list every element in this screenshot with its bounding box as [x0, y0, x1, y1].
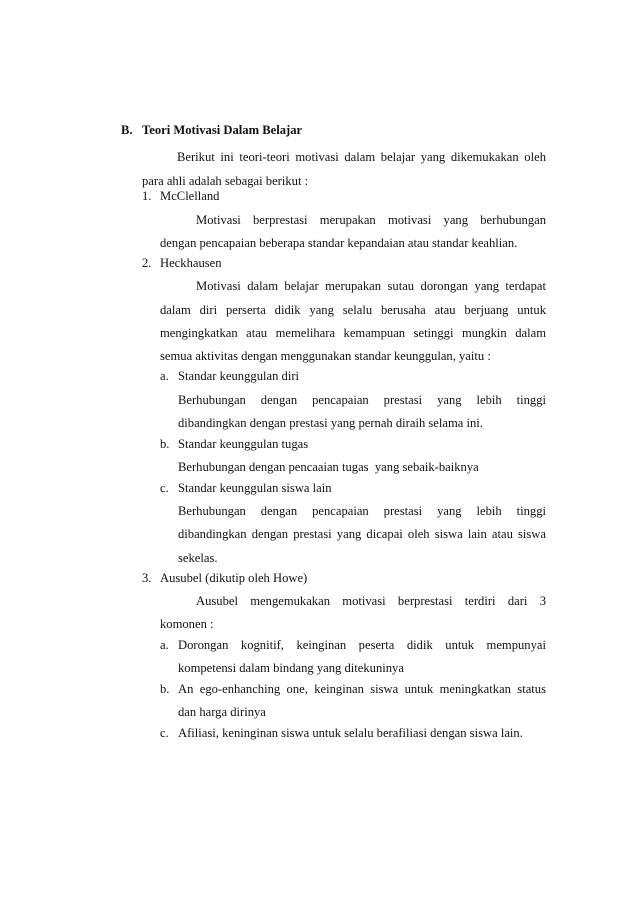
section-letter: B.	[121, 123, 133, 137]
item-text-line: komonen :	[160, 617, 214, 631]
item-title: Heckhausen	[160, 256, 222, 270]
subitem-text-line: dibandingkan dengan prestasi yang dicapai oleh siswa lain atau siswa	[178, 527, 546, 541]
subitem-text-line: kompetensi dalam bindang yang ditekuninya	[178, 661, 404, 675]
item-text-line: Motivasi dalam belajar merupakan sutau dorongan yang terdapat	[196, 279, 546, 293]
item-title: McClelland	[160, 189, 220, 203]
section-title: Teori Motivasi Dalam Belajar	[142, 123, 303, 137]
subitem-title: Standar keunggulan siswa lain	[178, 481, 332, 495]
item-text-line: dalam diri perserta didik yang selalu berusaha atau berjuang untuk	[160, 303, 546, 317]
item-text-line: semua aktivitas dengan menggunakan standar keunggulan, yaitu :	[160, 349, 491, 363]
item-text-line: Motivasi berprestasi merupakan motivasi yang berhubungan	[196, 213, 546, 227]
subitem-text-line: Berhubungan dengan pencapaian prestasi yang lebih tinggi	[178, 393, 546, 407]
item-text-line: mengingkatkan atau memelihara kemampuan setinggi mungkin dalam	[160, 326, 546, 340]
subitem-text-line: dan harga dirinya	[178, 705, 266, 719]
subitem-text-line: Dorongan kognitif, keinginan peserta didik untuk mempunyai	[178, 638, 546, 652]
subitem-title: Standar keunggulan diri	[178, 369, 300, 383]
subitem-text-line: Afiliasi, keninginan siswa untuk selalu berafiliasi dengan siswa lain.	[178, 726, 523, 740]
item-text-line: dengan pencapaian beberapa standar kepandaian atau standar keahlian.	[160, 236, 518, 250]
subitem-text-line: Berhubungan dengan pencaaian tugas yang sebaik-baiknya	[178, 460, 479, 474]
subitem-letter: a.	[160, 638, 169, 652]
subitem-text-line: An ego-enhanching one, keinginan siswa untuk meningkatkan status	[178, 682, 546, 696]
item-title: Ausubel (dikutip oleh Howe)	[160, 571, 308, 585]
subitem-letter: c.	[160, 481, 169, 495]
subitem-text-line: sekelas.	[178, 551, 218, 565]
subitem-title: Standar keunggulan tugas	[178, 437, 309, 451]
section-intro-line: para ahli adalah sebagai berikut :	[142, 174, 309, 188]
item-number: 3.	[142, 571, 152, 585]
subitem-letter: b.	[160, 682, 170, 696]
subitem-letter: c.	[160, 726, 169, 740]
item-text-line: Ausubel mengemukakan motivasi berprestasi terdiri dari 3	[196, 594, 546, 608]
section-intro-line: Berikut ini teori-teori motivasi dalam belajar yang dikemukakan oleh	[177, 150, 546, 164]
subitem-text-line: Berhubungan dengan pencapaian prestasi yang lebih tinggi	[178, 504, 546, 518]
subitem-letter: b.	[160, 437, 170, 451]
subitem-letter: a.	[160, 369, 169, 383]
item-number: 1.	[142, 189, 152, 203]
subitem-text-line: dibandingkan dengan prestasi yang pernah diraih selama ini.	[178, 416, 483, 430]
item-number: 2.	[142, 256, 152, 270]
